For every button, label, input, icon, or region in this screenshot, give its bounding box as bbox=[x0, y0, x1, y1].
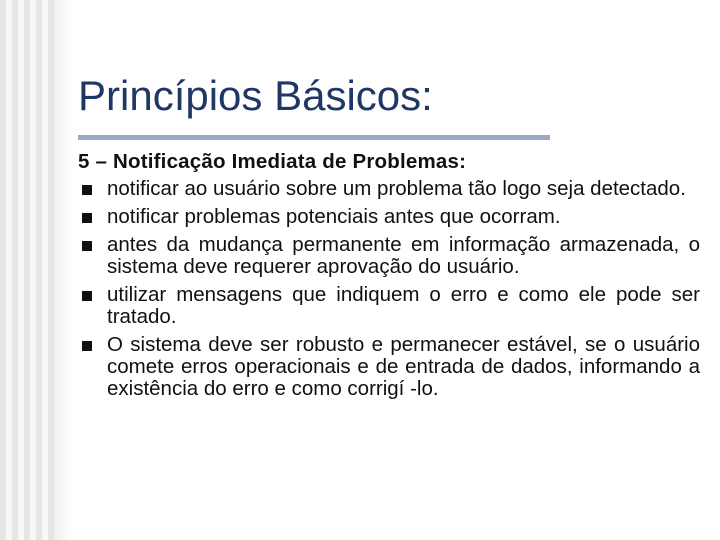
slide-content bbox=[78, 150, 700, 406]
square-bullet-icon bbox=[82, 185, 92, 195]
slide-title: Princípios Básicos: bbox=[78, 72, 433, 119]
list-item bbox=[78, 284, 700, 328]
square-bullet-icon bbox=[82, 291, 92, 301]
title-underline bbox=[78, 135, 550, 140]
list-item bbox=[78, 206, 700, 228]
square-bullet-icon bbox=[82, 341, 92, 351]
decorative-stripes-fade bbox=[54, 0, 74, 540]
list-item-text: utilizar mensagens que indiquem o erro e como ele pode ser tratado. bbox=[107, 283, 700, 328]
list-item-text: O sistema deve ser robusto e permanecer estável, se o usuário comete erros operacionais e de entrada de dados, informando a existência do erro e como corrigí -lo. bbox=[107, 333, 700, 400]
list-item-text: antes da mudança permanente em informação armazenada, o sistema deve requerer aprovação do usuário. bbox=[107, 233, 700, 278]
square-bullet-icon bbox=[82, 213, 92, 223]
list-item bbox=[78, 178, 700, 200]
list-item-text: notificar ao usuário sobre um problema tão logo seja detectado. bbox=[107, 177, 686, 200]
square-bullet-icon bbox=[82, 241, 92, 251]
section-heading: 5 – Notificação Imediata de Problemas: bbox=[78, 150, 467, 173]
decorative-stripes bbox=[0, 0, 54, 540]
list-item-text: notificar problemas potenciais antes que ocorram. bbox=[107, 205, 561, 228]
list-item bbox=[78, 334, 700, 400]
list-item bbox=[78, 234, 700, 278]
